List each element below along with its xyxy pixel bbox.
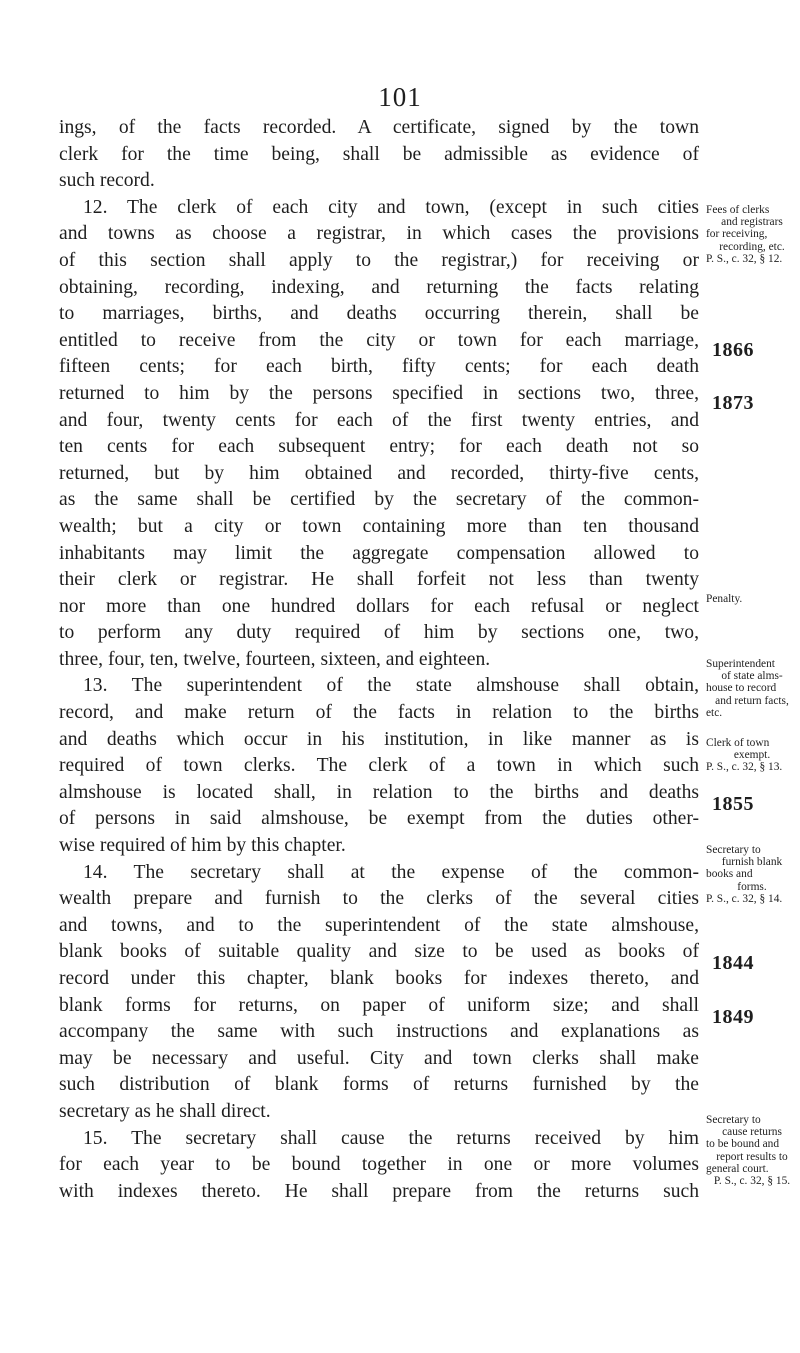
text-line: and towns, and to the superintendent of the state almshouse,	[59, 914, 699, 936]
text-line: such distribution of blank forms of returns furnished by the	[59, 1074, 699, 1096]
text-line: three, four, ten, twelve, fourteen, sixteen, and eighteen.	[59, 648, 491, 670]
text-line: obtaining, recording, indexing, and returning the facts relating	[59, 276, 699, 298]
year-1855: 1855	[712, 793, 754, 815]
margin-note-line: etc.	[706, 706, 723, 719]
text-line: record under this chapter, blank books for indexes thereto, and	[59, 968, 699, 989]
margin-note-line: and registrars	[721, 216, 783, 229]
margin-note-superintendent	[706, 658, 798, 719]
text-line: returned, but by him obtained and recorded, thirty-five cents,	[59, 462, 699, 484]
text-line: nor more than one hundred dollars for each refusal or neglect	[59, 595, 699, 617]
text-line: of persons in said almshouse, be exempt from the duties other-	[59, 808, 699, 830]
text-line: clerk for the time being, shall be admissible as evidence of	[59, 143, 699, 165]
section-12-start: 12. The clerk of each city and town, (except in such cities	[83, 196, 699, 218]
margin-note-line: of state alms-	[721, 670, 783, 683]
text-line: to marriages, births, and deaths occurring therein, shall be	[59, 303, 699, 325]
margin-note-line: P. S., c. 32, § 14.	[706, 892, 783, 905]
section-14-start: 14. The secretary shall at the expense of the common-	[83, 861, 699, 883]
margin-note-secretary-forms	[706, 844, 798, 905]
margin-note-line: Clerk of town	[706, 737, 770, 749]
year-1849: 1849	[712, 1006, 754, 1028]
margin-note-line: P. S., c. 32, § 15.	[713, 1175, 791, 1188]
text-line: and four, twenty cents for each of the first twenty entries, and	[59, 409, 699, 431]
margin-note-line: report results to	[716, 1150, 788, 1163]
text-line: fifteen cents; for each birth, fifty cents; for each death	[59, 356, 699, 378]
margin-note-line: P. S., c. 32, § 12.	[706, 252, 783, 265]
text-line: their clerk or registrar. He shall forfeit not less than twenty	[59, 569, 699, 591]
year-1866: 1866	[712, 339, 754, 361]
text-line: with indexes thereto. He shall prepare from the returns such	[59, 1180, 699, 1202]
text-line: wise required of him by this chapter.	[59, 835, 346, 857]
margin-note-line: house to record	[706, 682, 777, 695]
body-text	[59, 115, 699, 1205]
margin-note-line: to be bound and	[706, 1138, 780, 1151]
text-line: wealth prepare and furnish to the clerks of the several cities	[59, 888, 699, 910]
text-line: such record.	[59, 170, 155, 192]
text-line: entitled to receive from the city or town for each marriage,	[59, 329, 699, 351]
margin-note-secretary-returns	[706, 1114, 798, 1187]
margin-note-line: exempt.	[733, 749, 771, 762]
text-line: and towns as choose a registrar, in which cases the provisions	[59, 223, 699, 245]
text-line: to perform any duty required of him by sections one, two,	[59, 622, 699, 644]
year-1873: 1873	[712, 392, 754, 414]
text-line: almshouse is located shall, in relation to the births and deaths	[59, 781, 699, 803]
text-line: record, and make return of the facts in relation to the births	[59, 702, 699, 724]
section-13-start: 13. The superintendent of the state almshouse shall obtain,	[83, 675, 699, 697]
margin-note-line: Fees of clerks	[706, 204, 770, 216]
margin-note-line: for receiving,	[706, 228, 768, 241]
margin-note-line: Secretary to	[706, 1114, 761, 1126]
margin-note-line: furnish blank	[721, 856, 783, 869]
text-line: and deaths which occur in his institution, in like manner as is	[59, 728, 699, 750]
section-15-start: 15. The secretary shall cause the returns received by him	[83, 1127, 699, 1149]
text-line: wealth; but a city or town containing more than ten thousand	[59, 515, 699, 537]
margin-note-line: P. S., c. 32, § 13.	[706, 761, 783, 774]
page-number: 101	[378, 82, 422, 112]
margin-note-line: cause returns	[722, 1126, 782, 1139]
text-line: accompany the same with such instructions and explanations as	[59, 1021, 699, 1043]
margin-note-clerk-exempt	[706, 737, 798, 774]
margin-note-fees	[706, 204, 798, 265]
text-line: blank books of suitable quality and size to be used as books of	[59, 941, 699, 963]
text-line: ings, of the facts recorded. A certificate, signed by the town	[59, 117, 699, 138]
text-line: for each year to be bound together in one or more volumes	[59, 1154, 699, 1176]
text-line: as the same shall be certified by the secretary of the common-	[59, 489, 699, 511]
margin-note-penalty	[706, 593, 798, 605]
text-line: inhabitants may limit the aggregate compensation allowed to	[59, 542, 699, 564]
margin-note-line: and return facts,	[715, 694, 789, 707]
margin-note-line: general court.	[706, 1162, 769, 1175]
margin-note-line: forms.	[737, 880, 767, 893]
text-line: secretary as he shall direct.	[59, 1100, 271, 1122]
margin-note-line: recording, etc.	[719, 240, 785, 253]
text-line: of this section shall apply to the registrar,) for receiving or	[59, 249, 699, 271]
margin-note-line: books and	[706, 868, 753, 881]
text-line: blank forms for returns, on paper of uniform size; and shall	[59, 994, 699, 1016]
text-line: may be necessary and useful. City and town clerks shall make	[59, 1047, 699, 1069]
text-line: ten cents for each subsequent entry; for each death not so	[59, 436, 699, 458]
margin-note-line: Secretary to	[706, 844, 761, 856]
year-1844: 1844	[712, 952, 754, 974]
text-line: required of town clerks. The clerk of a town in which such	[59, 755, 699, 777]
margin-note-line: Superintendent	[706, 658, 775, 670]
margin-note-line: Penalty.	[706, 593, 743, 605]
text-line: returned to him by the persons specified in sections two, three,	[59, 382, 699, 404]
